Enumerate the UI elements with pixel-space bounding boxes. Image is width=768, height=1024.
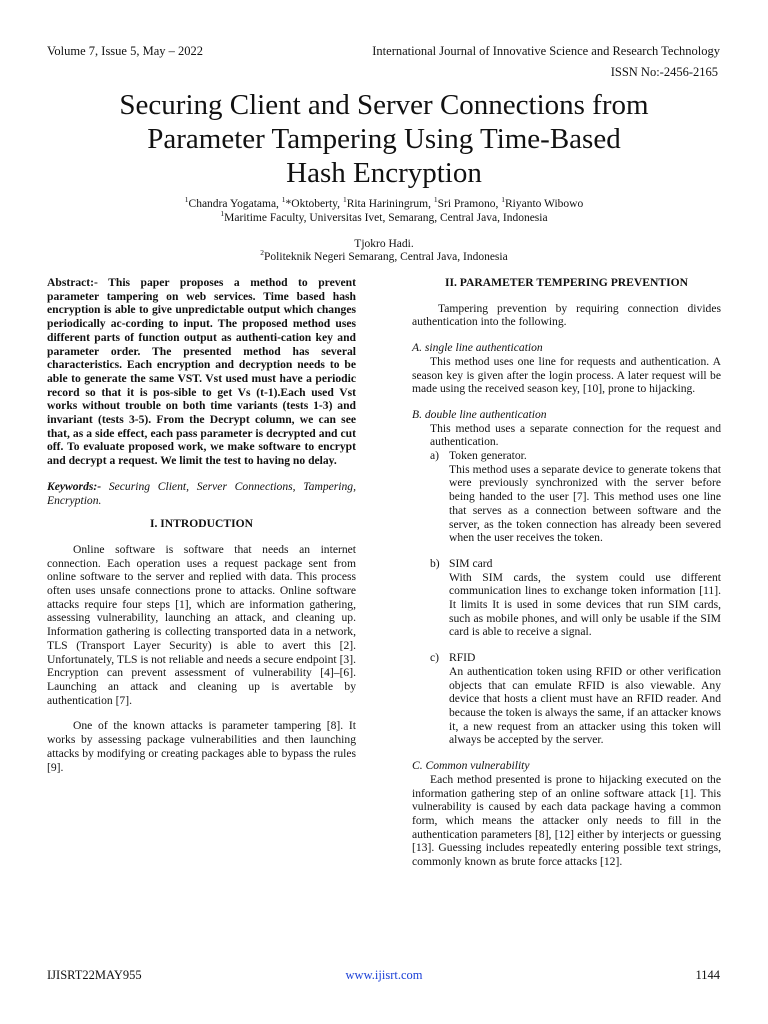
list-item-title: SIM card — [449, 556, 493, 570]
subsection-b-text: This method uses a separate connection for the request and authentication. — [430, 421, 721, 449]
list-item-label: b) — [430, 556, 440, 570]
section-heading-intro: I. INTRODUCTION — [149, 517, 254, 531]
keywords-text: Securing Client, Server Connections, Tampering, Encryption. — [47, 479, 356, 507]
intro-paragraph-1: Online software is software that needs an internet connection. Each operation uses a request package sent from online software to the server and replied with data. This process often uses unsafe connections prone to attacks. Online software attacks require four steps [1], which are information gathering, assessing vulnerability, launching an attack, and cleaning up. Information gathering is collecting transported data in a network, TLS (Transport Layer Security) is able to avert this [2]. Unfortunately, TLS is not reliable and needs a secure endpoint [3]. Encryption can prevent assessment of vulnerability [4]–[6]. Launching an attack and cleaning up is avertable by authentication [7]. — [47, 542, 356, 707]
author: Sri Pramono, — [437, 198, 502, 210]
author: Riyanto Wibowo — [504, 198, 584, 210]
affiliation-1 — [40, 209, 728, 226]
author-2: Tjokro Hadi. — [354, 238, 414, 250]
keywords — [47, 480, 356, 507]
journal-name: International Journal of Innovative Science and Research Technology — [372, 44, 720, 58]
subsection-b-heading: B. double line authentication — [412, 407, 547, 421]
affil-mark: 2 — [260, 248, 265, 258]
list-item-title: Token generator. — [449, 449, 527, 463]
subsection-a-text: This method uses one line for requests and authentication. A season key is given after the login process. A later request will be made using the received season key, [10], prone to hijacking. — [412, 354, 721, 396]
right-column — [412, 276, 721, 869]
author: Rita Hariningrum, — [346, 198, 434, 210]
author: Chandra Yogatama, — [188, 198, 282, 210]
section-heading-2: II. PARAMETER TEMPERING PREVENTION — [444, 276, 689, 289]
list-item-title: RFID — [449, 651, 476, 665]
footer-page-number: 1144 — [695, 968, 720, 982]
list-item-text: With SIM cards, the system could use different communication lines to exchange token information [11]. It limits It is used in some devices that run SIM cards, such as mobile phones, and will only be usable if the SIM card is able to receive a signal. — [449, 570, 721, 639]
footer-website-link[interactable]: www.ijisrt.com — [345, 968, 423, 982]
abstract: Abstract:- This paper proposes a method to prevent parameter tampering on web services. Time based hash encryption is able to give unpredictable output which changes periodically ac-cording to input. The proposed method uses different parts of function output as authenti-cation key and parameter order. The presented method has several characteristics. Each encryption and decryption needs to be able to generate the same VST. Vst used must have a periodic record so that it is pos-sible to get Vs (t-1).Each used Vst works without trouble on both time variants (tests 1-3) and invariant (tests 3-5). From the Decrypt column, we can see that, as a side effect, each pass parameter is decrypted and cut off. To evaluate proposed work, we make software to encrypt and decrypt a request. We limit the test to having no delay. — [47, 276, 356, 468]
subsection-a-heading: A. single line authentication — [412, 341, 543, 355]
list-item — [412, 651, 721, 747]
list-item — [412, 449, 721, 545]
affil-mark: 1 — [342, 195, 347, 205]
intro-paragraph-2: One of the known attacks is parameter tampering [8]. It works by assessing package vulnerabilities and then launching attacks by modifying or creating packages able to bypass the rules [9]. — [47, 719, 356, 774]
list-item-label: a) — [430, 449, 440, 463]
author: *Oktoberty, — [285, 198, 343, 210]
affil-mark: 1 — [281, 195, 286, 205]
affiliation-text: Politeknik Negeri Semarang, Central Java, Indonesia — [264, 251, 508, 263]
volume-info: Volume 7, Issue 5, May – 2022 — [47, 44, 204, 58]
affiliation-2 — [40, 248, 728, 265]
affil-mark: 1 — [220, 209, 225, 219]
footer-paper-id: IJISRT22MAY955 — [47, 968, 142, 982]
paper-title — [40, 88, 728, 190]
list-item-text: This method uses a separate device to generate tokens that were previously synchronized with the server before being handed to the user [7]. This method uses one line that serves as a connection between software and the server, as the token connection has already been severed when the user receives the token. — [449, 462, 721, 545]
title-line-1: Securing Client and Server Connections from — [119, 89, 649, 121]
issn: ISSN No:-2456-2165 — [610, 65, 718, 79]
author-list — [40, 195, 728, 212]
list-item-label: c) — [430, 651, 440, 665]
affiliation-text: Maritime Faculty, Universitas Ivet, Semarang, Central Java, Indonesia — [224, 212, 548, 224]
subsection-c-heading: C. Common vulnerability — [412, 759, 530, 773]
affil-mark: 1 — [184, 195, 189, 205]
keywords-label: Keywords:- — [47, 479, 102, 493]
left-column — [47, 276, 356, 774]
affil-mark: 1 — [501, 195, 505, 205]
subsection-c-text: Each method presented is prone to hijacking executed on the information gathering step of an online software attack [1]. This vulnerability is caused by each data package having a common form, which means the attacker only needs to fill in the authentication parameters [8], [12] either by interjects or guessing [13]. Guessing includes repeatedly entering possible text strings, commonly known as brute force attacks [12]. — [412, 772, 721, 869]
section2-paragraph-1: Tampering prevention by requiring connection divides authentication into the following. — [412, 301, 721, 329]
title-line-3: Hash Encryption — [286, 157, 482, 189]
title-line-2: Parameter Tampering Using Time-Based — [147, 123, 621, 155]
list-item-text: An authentication token using RFID or other verification objects that can emulate RFID is also viewable. Any device that hosts a client must have an RFID reader. And because the token is always the same, if an attacker knows it, a new request from an attacker using this token will always be accepted by the server. — [449, 664, 721, 747]
list-item — [412, 557, 721, 639]
affil-mark: 1 — [433, 195, 438, 205]
